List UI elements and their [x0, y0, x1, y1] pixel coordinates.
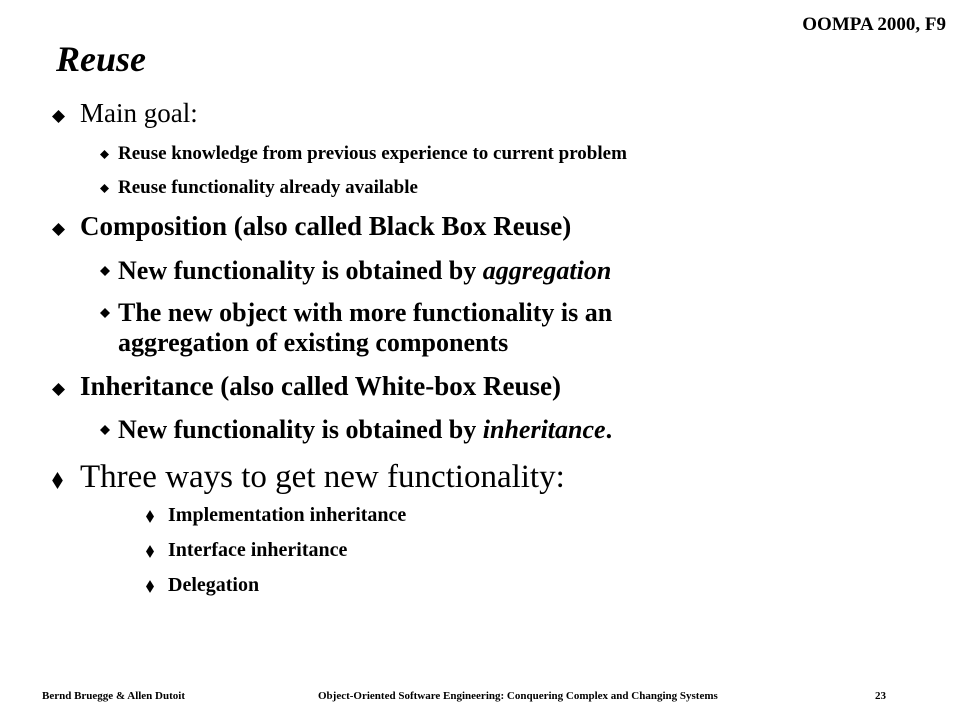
diamond-bullet-icon [100, 150, 109, 159]
three-ways-label: Three ways to get new functionality: [80, 459, 565, 495]
diamond-bullet-icon [146, 510, 154, 523]
diamond-bullet-icon [52, 223, 65, 236]
three-ways-item: Implementation inheritance [168, 504, 407, 526]
inheritance-item [118, 416, 612, 444]
main-goal-label: Main goal: [80, 98, 198, 128]
diamond-bullet-icon [52, 472, 63, 489]
inheritance-item-text: New functionality is obtained by [118, 415, 483, 444]
composition-item-emphasis: aggregation [482, 256, 612, 285]
course-tag: OOMPA 2000, F9 [802, 14, 946, 35]
footer-page-number: 23 [875, 690, 886, 702]
composition-item: The new object with more functionality is an [118, 298, 613, 327]
composition-item [118, 257, 611, 285]
inheritance-item-end: . [605, 415, 613, 444]
composition-item-text: New functionality is obtained by [118, 256, 483, 285]
diamond-bullet-icon [146, 580, 154, 593]
inheritance-item-emphasis: inheritance [482, 415, 606, 444]
diamond-bullet-icon [100, 184, 109, 193]
diamond-bullet-icon [100, 308, 110, 318]
three-ways-item: Interface inheritance [168, 539, 348, 561]
main-goal-item: Reuse knowledge from previous experience to current problem [118, 143, 627, 164]
slide-title: Reuse [56, 39, 146, 79]
diamond-bullet-icon [52, 383, 65, 396]
footer-book-title: Object-Oriented Software Engineering: Conquering Complex and Changing Systems [318, 690, 718, 702]
main-goal-item: Reuse functionality already available [118, 177, 418, 198]
diamond-bullet-icon [100, 266, 110, 276]
diamond-bullet-icon [100, 425, 110, 435]
three-ways-item: Delegation [168, 574, 260, 596]
footer-authors: Bernd Bruegge & Allen Dutoit [42, 690, 185, 702]
diamond-bullet-icon [52, 110, 65, 123]
composition-label: Composition (also called Black Box Reuse) [80, 211, 572, 241]
inheritance-label: Inheritance (also called White-box Reuse) [80, 371, 561, 401]
diamond-bullet-icon [146, 545, 154, 558]
composition-item-continuation: aggregation of existing components [118, 328, 509, 357]
